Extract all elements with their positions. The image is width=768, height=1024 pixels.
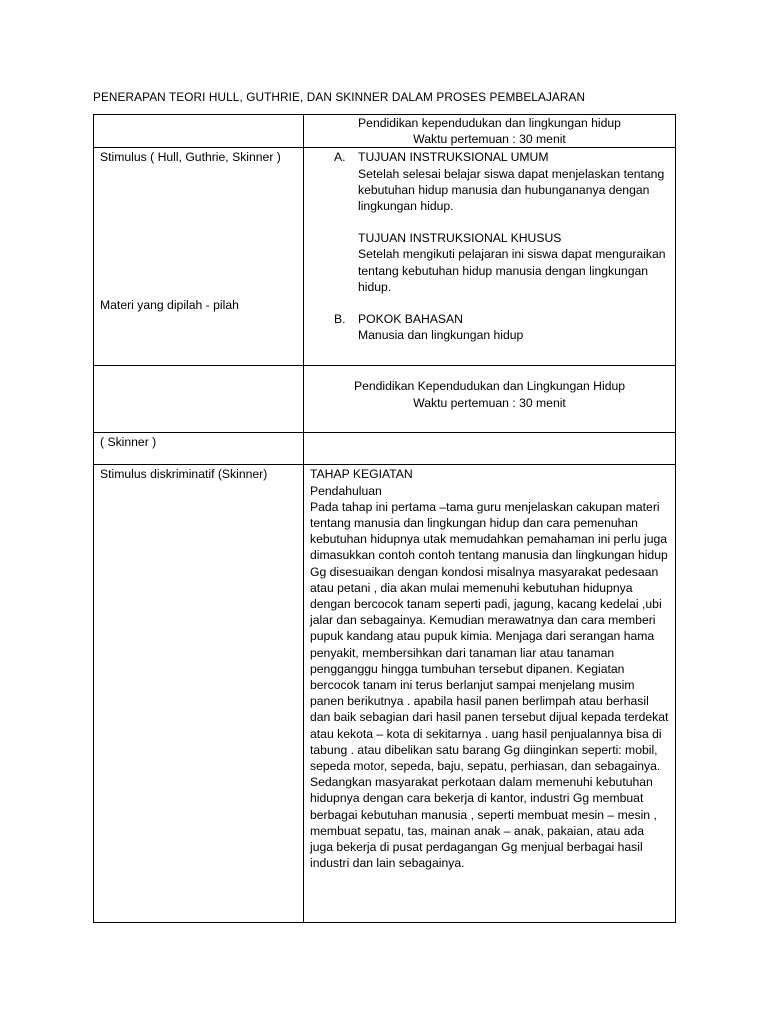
lesson-table [93,114,676,923]
label-cell [94,433,304,465]
table-row [94,465,676,923]
stimulus-label: Stimulus ( Hull, Guthrie, Skinner ) [100,150,281,165]
empty-cell [94,115,304,148]
table-row [94,148,676,366]
lesson-duration: Waktu pertemuan : 30 menit [413,395,566,410]
objectives-cell [304,148,676,366]
materi-label: Materi yang dipilah - pilah [100,297,239,312]
label-cell [94,148,304,366]
lesson-duration: Waktu pertemuan : 30 menit [413,132,566,147]
activity-paragraph: Pada tahap ini pertama –tama guru menjelaskan cakupan materi tentang manusia dan lingkungan hidup dan cara pemenuhan kebutuhan hidupnya utak memudahkan pemahaman ini perlu juga dimasukkan contoh contoh tentang manusia dan lingkungan hidup Gg disesuaikan dengan kondosi misalnya masyarakat pedesaan atau petani , dia akan mulai memenuhi kebutuhan hidupnya dengan bercocok tanam seperti padi, jagung, kacang kedelai ,ubi jalar dan sebagainya. Kemudian merawatnya dan cara memberi pupuk kandang atau pupuk kimia. Menjaga dari serangan hama penyakit, membersihkan dari tanaman liar atau tanaman pengganggu hingga tumbuhan tersebut dipanen. Kegiatan bercocok tanam ini terus berlanjut sampai menjelang musim panen berikutnya . apabila hasil panen berlimpah atau berhasil dan baik sebagian dari hasil panen tersebut dijual kepada terdekat atau kekota – kota di sekitarnya . uang hasil penjualannya bisa di tabung . atau dibelikan satu barang Gg diinginkan seperti: mobil, sepeda motor, sepeda, baju, sepatu, perhiasan, dan sebagainya. Sedangkan masyarakat perkotaan dalam memenuhi kebutuhan hidupnya dengan cara bekerja di kantor, industri Gg membuat berbagai kebutuhan manusia , seperti membuat mesin – mesin , membuat sepatu, tas, mainan anak – anak, pakaian, atau ada juga bekerja di pusat perdagangan Gg menjual berbagai hasil industri dan lain sebagainya. [310,499,669,871]
lesson-header-cell [304,366,676,433]
table-row [94,366,676,433]
section-b-marker: B. [334,312,346,327]
empty-cell [94,366,304,433]
empty-cell [304,433,676,465]
label-cell [94,465,304,923]
section-b-text: Manusia dan lingkungan hidup [358,328,524,343]
section-a-marker: A. [334,150,346,165]
skinner-label: ( Skinner ) [100,435,157,450]
stimulus-diskriminatif-label: Stimulus diskriminatif (Skinner) [100,467,268,482]
lesson-topic: Pendidikan kependudukan dan lingkungan hidup [358,116,621,130]
activity-subheading: Pendahuluan [310,483,382,498]
activity-heading: TAHAP KEGIATAN [310,467,413,482]
activity-cell [304,465,676,923]
khusus-title: TUJUAN INSTRUKSIONAL KHUSUS [358,231,562,246]
section-b-title: POKOK BAHASAN [358,312,463,327]
section-a-title: TUJUAN INSTRUKSIONAL UMUM [358,150,549,165]
section-a [304,148,675,165]
khusus-text: Setelah mengikuti pelajaran ini siswa dapat menguraikan tentang kebutuhan hidup manusia dengan lingkungan hidup. [358,247,666,294]
section-b [304,311,675,327]
table-row [94,433,676,465]
lesson-header-cell [304,115,676,148]
document-title: PENERAPAN TEORI HULL, GUTHRIE, DAN SKINNER DALAM PROSES PEMBELAJARAN [93,90,586,104]
lesson-topic: Pendidikan Kependudukan dan Lingkungan Hidup [353,379,626,394]
section-a-text: Setelah selesai belajar siswa dapat menjelaskan tentang kebutuhan hidup manusia dan hubungananya dengan lingkungan hidup. [358,166,665,214]
table-row [94,115,676,148]
